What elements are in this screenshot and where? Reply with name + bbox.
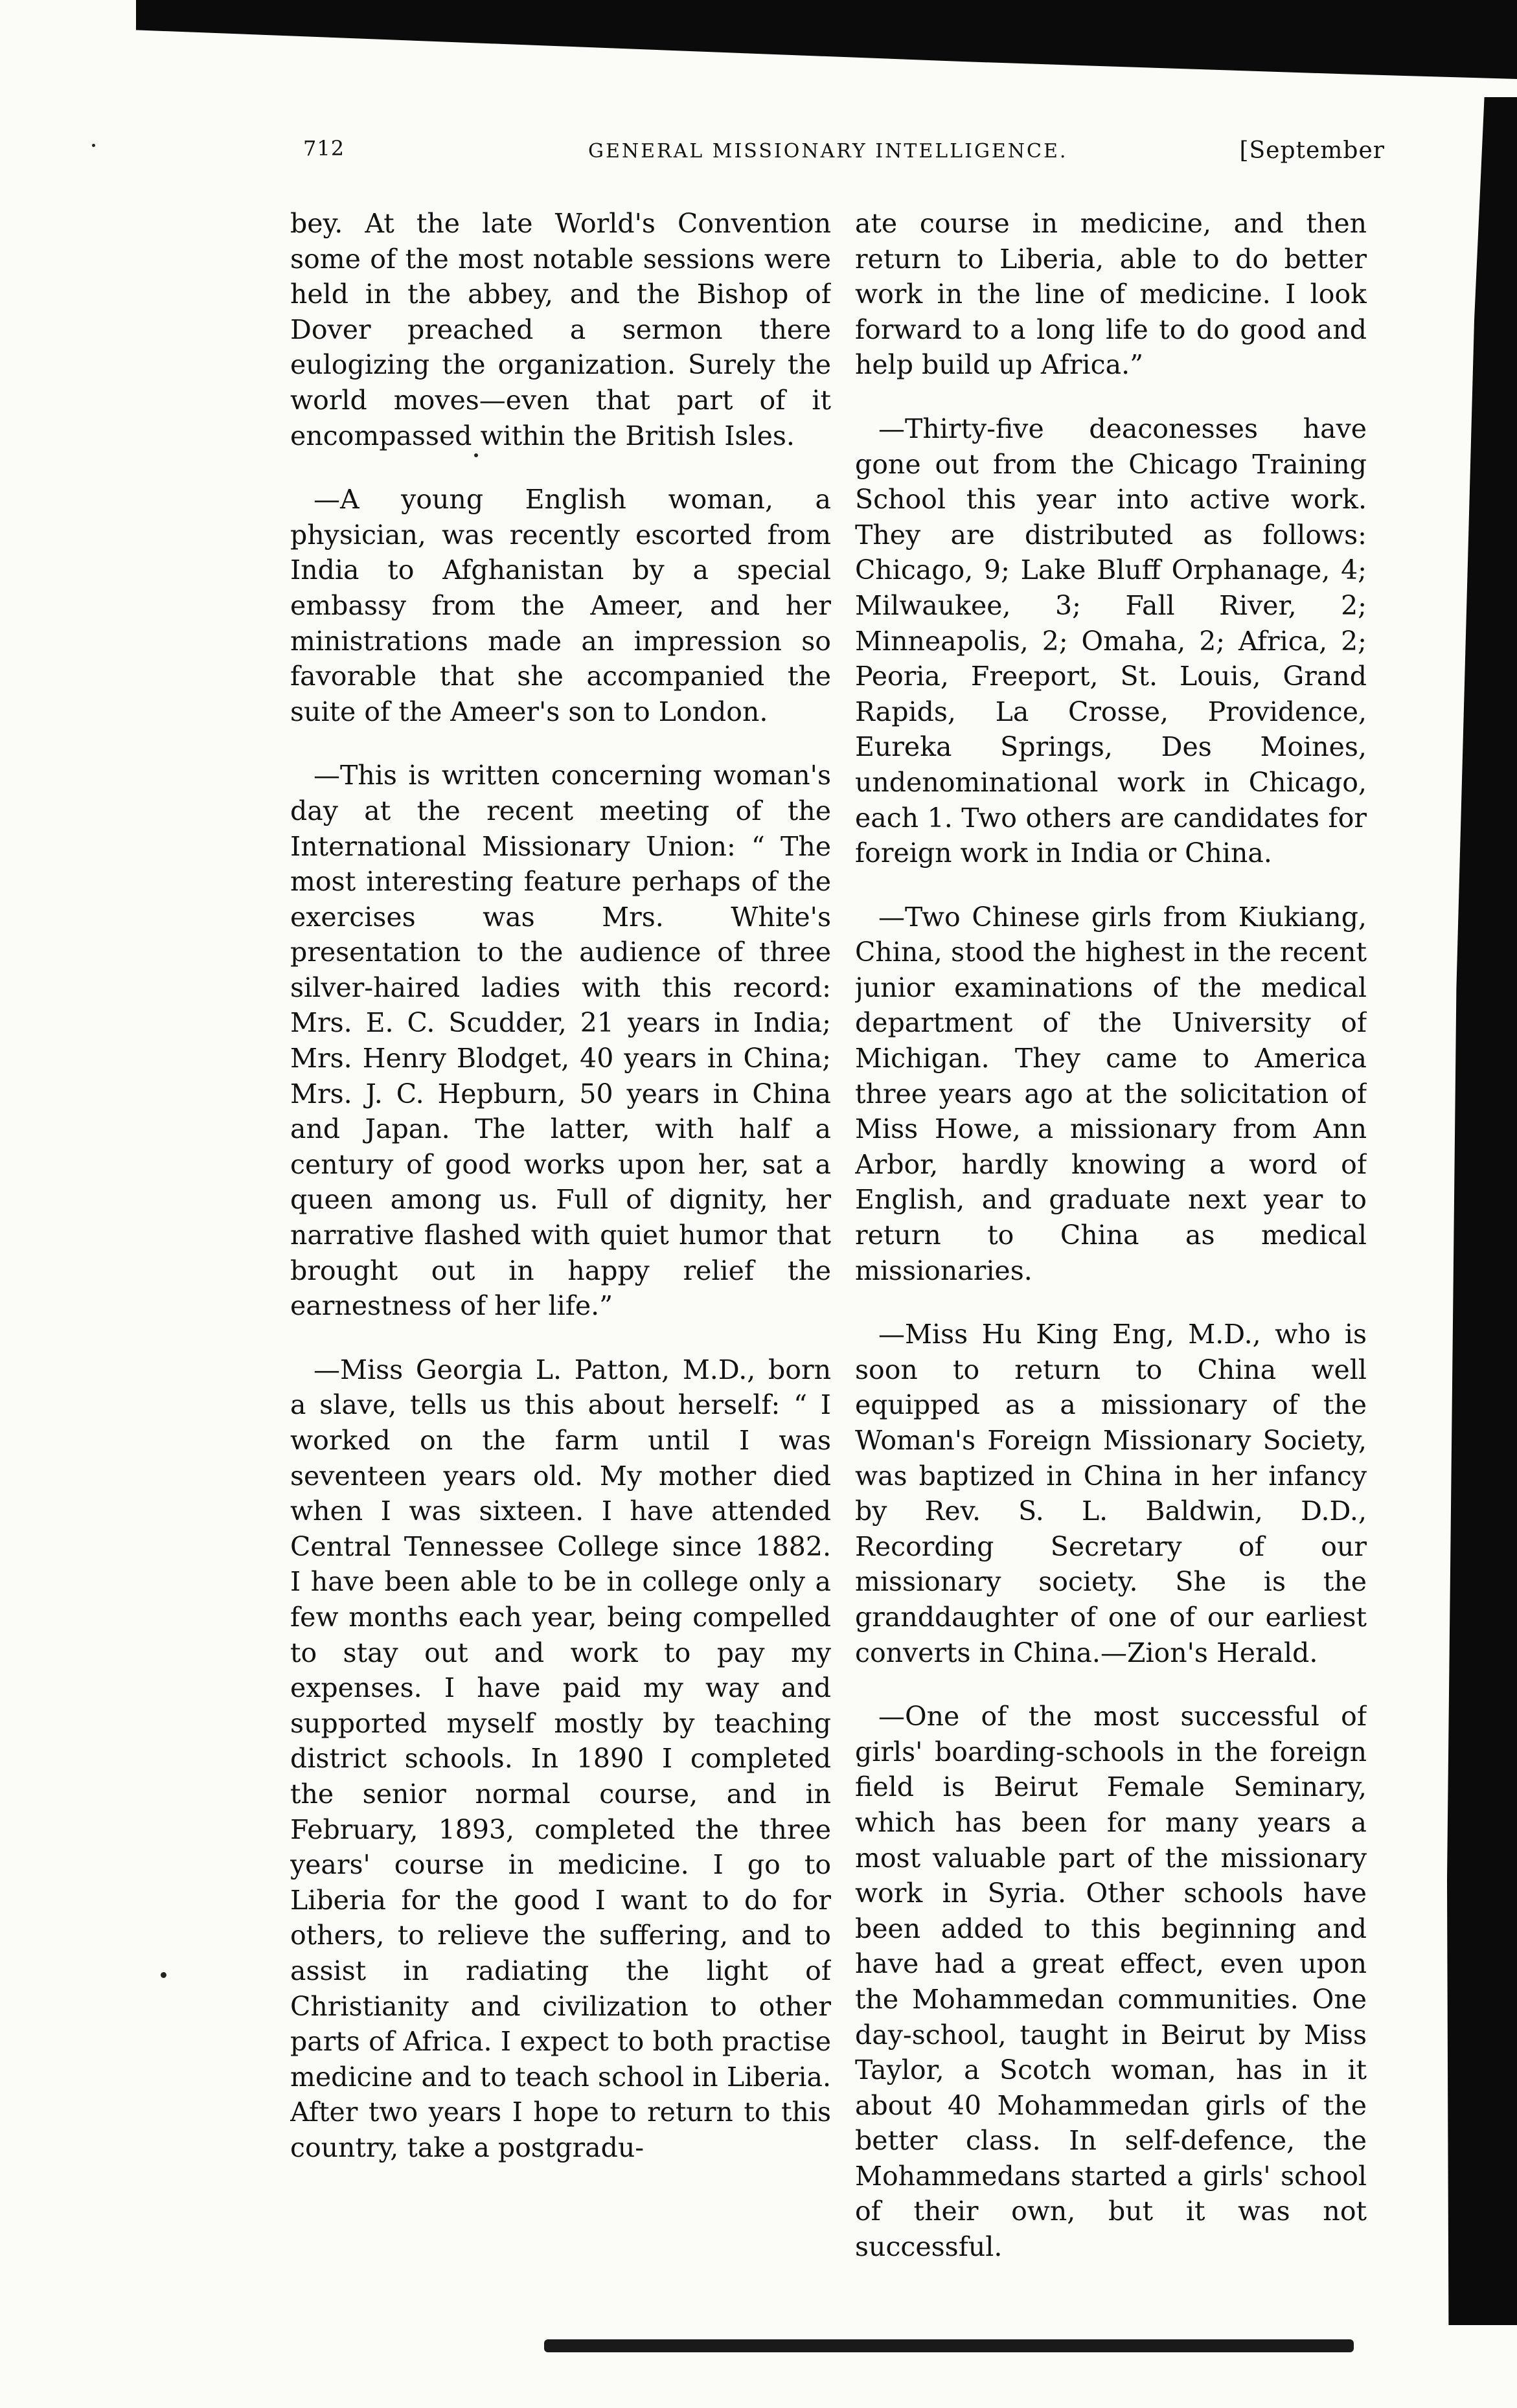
left-column: [290, 206, 831, 2266]
page-number: 712: [303, 136, 345, 161]
paragraph: ate course in medicine, and then return to Liberia, able to do better work in the line of medicine. I look forward to a long life to do good and help build up Africa.”: [855, 208, 1367, 381]
running-header: [303, 136, 1385, 177]
scan-edge-bottom: [544, 2339, 1354, 2352]
paragraph: —A young English woman, a physician, was recently escorted from India to Afghanistan by a special embassy from the Ameer, and her ministrations made an impression so favorable that she accompanied the suite of the Ameer's son to London.: [290, 484, 831, 727]
scan-speck: [92, 144, 95, 147]
paragraph: —Miss Georgia L. Patton, M.D., born a slave, tells us this about herself: “ I worked on the farm until I was seventeen years old. My mother died when I was sixteen. I have attended Central Tennessee College since 1882. I have been able to be in college only a few months each year, being compelled to stay out and work to pay my expenses. I have paid my way and supported myself mostly by teaching district schools. In 1890 I completed the senior normal course, and in February, 1893, completed the three years' course in medicine. I go to Liberia for the good I want to do for others, to relieve the suffering, and to assist in radiating the light of Christianity and civilization to other parts of Africa. I expect to both practise medicine and to teach school in Liberia. After two years I hope to return to this country, take a postgradu-: [290, 1354, 831, 2163]
month-label: [September: [1239, 137, 1385, 164]
paragraph: —Two Chinese girls from Kiukiang, China, stood the highest in the recent junior examinations of the medical department of the University of Michigan. They came to America three years ago at the solicitation of Miss Howe, a missionary from Ann Arbor, hardly knowing a word of English, and graduate next year to return to China as medical missionaries.: [855, 901, 1367, 1286]
paragraph: bey. At the late World's Convention some of the most notable sessions were held in the abbey, and the Bishop of Dover preached a sermon there eulogizing the organization. Surely the world moves—even that part of it encompassed within the British Isles.: [290, 208, 831, 451]
paragraph: —Miss Hu King Eng, M.D., who is soon to return to China well equipped as a missionary of the Woman's Foreign Missionary Society, was baptized in China in her infancy by Rev. S. L. Baldwin, D.D., Recording Secretary of our missionary society. She is the granddaughter of one of our earliest converts in China.—Zion's Herald.: [855, 1319, 1367, 1668]
running-title: GENERAL MISSIONARY INTELLIGENCE.: [588, 140, 1068, 163]
right-column: [855, 206, 1367, 2266]
scan-edge-right: [1439, 97, 1517, 2325]
scan-edge-top: [136, 0, 1517, 79]
paragraph: —Thirty-five deaconesses have gone out from the Chicago Training School this year into active work. They are distributed as follows: Chicago, 9; Lake Bluff Orphanage, 4; Milwaukee, 3; Fall River, 2; Minneapolis, 2; Omaha, 2; Africa, 2; Peoria, Freeport, St. Louis, Grand Rapids, La Crosse, Providence, Eureka Springs, Des Moines, undenominational work in Chicago, each 1. Two others are candidates for foreign work in India or China.: [855, 413, 1367, 869]
paragraph: —One of the most successful of girls' boarding-schools in the foreign field is Beirut Female Seminary, which has been for many years a most valuable part of the missionary work in Syria. Other schools have been added to this beginning and have had a great effect, even upon the Mohammedan communities. One day-school, taught in Beirut by Miss Taylor, a Scotch woman, has in it about 40 Mohammedan girls of the better class. In self-defence, the Mohammedans started a girls' school of their own, but it was not successful.: [855, 1701, 1367, 2263]
paragraph: —This is written concerning woman's day at the recent meeting of the International Missionary Union: “ The most interesting feature perhaps of the exercises was Mrs. White's presentation to the audience of three silver-haired ladies with this record: Mrs. E. C. Scudder, 21 years in India; Mrs. Henry Blodget, 40 years in China; Mrs. J. C. Hepburn, 50 years in China and Japan. The latter, with half a century of good works upon her, sat a queen among us. Full of dignity, her narrative flashed with quiet humor that brought out in happy relief the earnestness of her life.”: [290, 760, 831, 1322]
scan-speck: [161, 1972, 166, 1978]
